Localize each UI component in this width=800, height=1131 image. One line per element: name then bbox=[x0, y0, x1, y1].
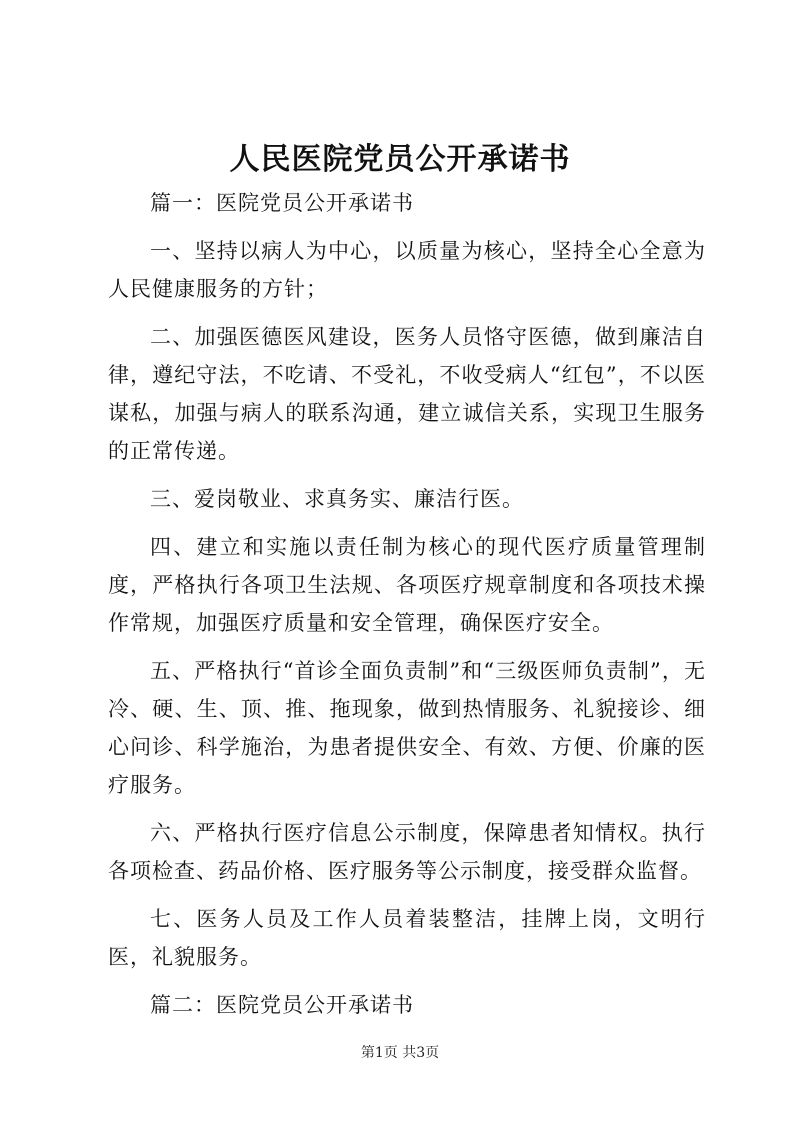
page-number-footer: 第1页 共3页 bbox=[360, 1045, 440, 1061]
paragraph-item-7: 七、医务人员及工作人员着装整洁，挂牌上岗，文明行医，礼貌服务。 bbox=[108, 907, 706, 969]
paragraph-item-3: 三、爱岗敬业、求真务实、廉洁行医。 bbox=[150, 487, 524, 511]
paragraph-item-2: 二、加强医德医风建设，医务人员恪守医德，做到廉洁自律，遵纪守法，不吃请、不受礼，不收受病人“红包”，不以医谋私，加强与病人的联系沟通，建立诚信关系，实现卫生服务的正常传递。 bbox=[108, 325, 706, 463]
paragraph-item-6: 六、严格执行医疗信息公示制度，保障患者知情权。执行各项检查、药品价格、医疗服务等公示制度，接受群众监督。 bbox=[108, 821, 706, 883]
paragraph-item-1: 一、坚持以病人为中心，以质量为核心，坚持全心全意为人民健康服务的方针； bbox=[108, 239, 706, 301]
paragraph-item-4: 四、建立和实施以责任制为核心的现代医疗质量管理制度，严格执行各项卫生法规、各项医疗规章制度和各项技术操作常规，加强医疗质量和安全管理，确保医疗安全。 bbox=[108, 535, 706, 635]
document-body bbox=[108, 184, 706, 1024]
document-title: 人民医院党员公开承诺书 bbox=[229, 142, 571, 177]
section-heading-part-two: 篇二：医院党员公开承诺书 bbox=[150, 993, 414, 1017]
paragraph-item-5: 五、严格执行“首诊全面负责制”和“三级医师负责制”，无冷、硬、生、顶、推、拖现象，做到热情服务、礼貌接诊、细心问诊、科学施治，为患者提供安全、有效、方便、价廉的医疗服务。 bbox=[108, 659, 706, 797]
section-heading-part-one: 篇一：医院党员公开承诺书 bbox=[150, 191, 414, 215]
